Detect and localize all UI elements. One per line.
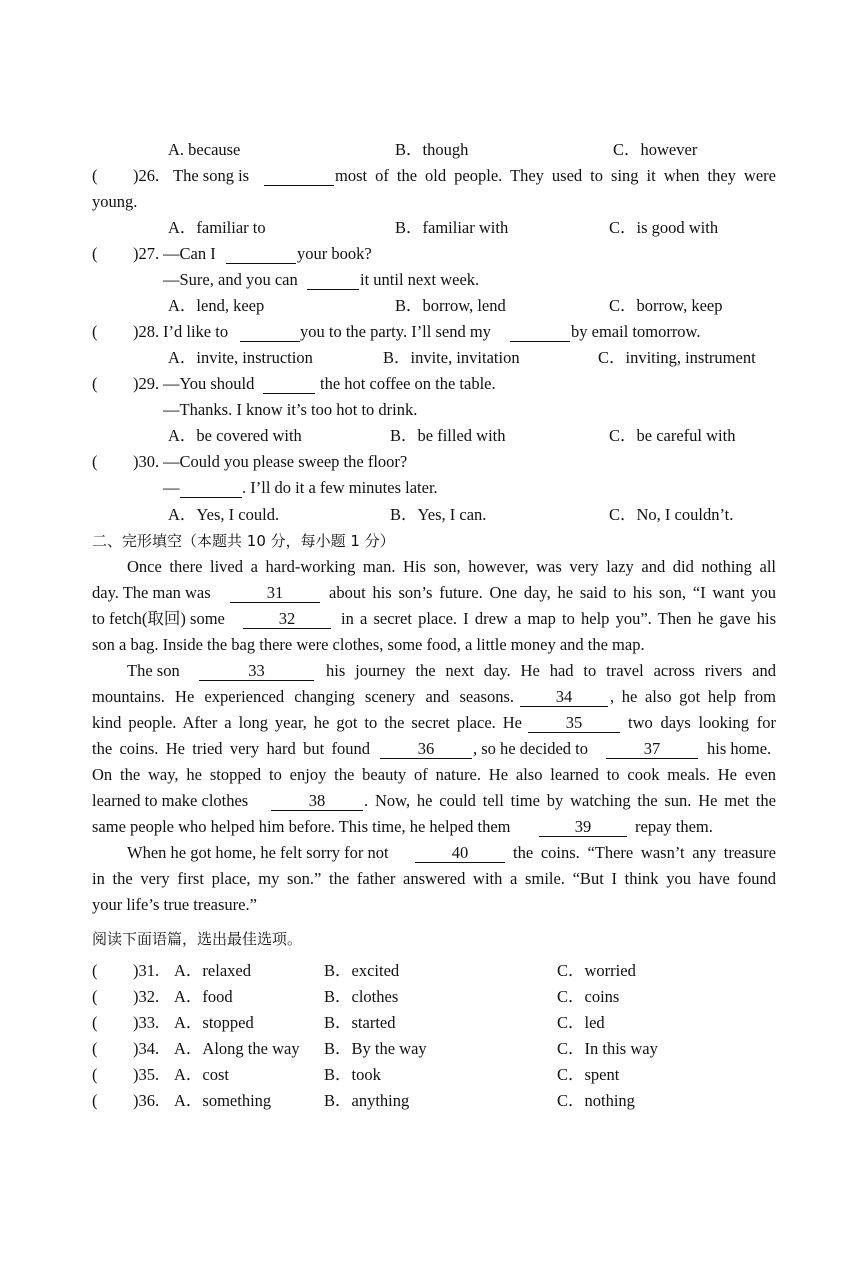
instruction-text: 阅读下面语篇，选出最佳选项。 — [92, 930, 303, 948]
stem-text: —Could you please sweep the floor? — [163, 452, 408, 471]
question-number: )32. — [133, 987, 160, 1006]
option-c: C．led — [557, 1013, 605, 1032]
passage-text: about his son’s future. One day, he said to his son, “I want you — [329, 583, 776, 602]
option-a: A．relaxed — [174, 961, 251, 980]
option-c: C．coins — [557, 987, 620, 1006]
stem-text: most of the old people. They used to sing it when they were — [335, 166, 776, 185]
option-c: C．inviting, instrument — [598, 348, 756, 367]
answer-paren: ( — [92, 1065, 98, 1084]
cloze-blank-35: 35 — [528, 710, 620, 733]
passage-text: day. The man was — [92, 583, 211, 602]
answer-paren: ( — [92, 1013, 98, 1032]
stem-text: by email tomorrow. — [571, 322, 701, 341]
stem-text: young. — [92, 192, 138, 211]
option-c: C．be careful with — [609, 426, 736, 445]
answer-paren: ( — [92, 1039, 98, 1058]
option-a: A．Yes, I could. — [168, 505, 280, 524]
question-number: )34. — [133, 1039, 160, 1058]
cloze-question-row — [0, 984, 868, 1010]
question-number: )27. — [133, 244, 160, 263]
q30-options — [0, 502, 868, 528]
answer-blank — [307, 267, 359, 290]
stem-text: — — [163, 478, 180, 497]
answer-blank — [240, 319, 300, 342]
option-c: C．is good with — [609, 218, 719, 237]
passage-text: the coins. “There wasn’t any treasure — [513, 843, 776, 862]
cloze-blank-38: 38 — [271, 788, 363, 811]
passage-line — [0, 736, 868, 762]
cloze-question-row — [0, 1010, 868, 1036]
q29-reply — [0, 397, 868, 423]
option-a: A．familiar to — [168, 218, 266, 237]
option-c: C．worried — [557, 961, 636, 980]
question-number: )31. — [133, 961, 160, 980]
option-a: A．invite, instruction — [168, 348, 313, 367]
q25-option-b: B．though — [395, 140, 469, 159]
passage-text: Once there lived a hard-working man. His son, however, was very lazy and did nothing all — [127, 557, 776, 576]
stem-text: —You should — [163, 374, 255, 393]
option-b: B．be filled with — [390, 426, 506, 445]
answer-paren: ( — [92, 244, 98, 263]
q29-stem — [0, 371, 868, 397]
passage-line — [0, 840, 868, 866]
passage-line — [0, 710, 868, 736]
passage-text: , so he decided to — [473, 739, 589, 758]
stem-text: it until next week. — [360, 270, 480, 289]
answer-blank — [510, 319, 570, 342]
answer-paren: ( — [92, 322, 98, 341]
answer-blank — [264, 163, 334, 186]
answer-paren: ( — [92, 166, 98, 185]
option-a: A．Along the way — [174, 1039, 300, 1058]
passage-text: same people who helped him before. This time, he helped them — [92, 817, 511, 836]
passage-text: , he also got help from — [610, 687, 776, 706]
cloze-question-row — [0, 1062, 868, 1088]
passage-text: mountains. He experienced changing scenery and seasons. — [92, 687, 514, 706]
q30-stem — [0, 449, 868, 475]
passage-line — [0, 762, 868, 788]
option-b: B．familiar with — [395, 218, 509, 237]
answer-paren: ( — [92, 452, 98, 471]
passage-text: in the very first place, my son.” the father answered with a smile. “But I think you have found — [92, 869, 776, 888]
passage-line — [0, 866, 868, 892]
option-b: B．excited — [324, 961, 400, 980]
question-number: )29. — [133, 374, 160, 393]
stem-text: I’d like to — [163, 322, 229, 341]
stem-text: —Sure, and you can — [163, 270, 298, 289]
stem-text: The song is — [173, 166, 250, 185]
passage-text: your life’s true treasure.” — [92, 895, 257, 914]
section-title: 二、完形填空（本题共 10 分，每小题 1 分） — [92, 532, 395, 550]
cloze-blank-32: 32 — [243, 606, 331, 629]
question-number: )33. — [133, 1013, 160, 1032]
answer-paren: ( — [92, 961, 98, 980]
option-c: C．In this way — [557, 1039, 658, 1058]
stem-text: the hot coffee on the table. — [320, 374, 496, 393]
passage-text: his home. — [707, 739, 772, 758]
passage-text: repay them. — [635, 817, 713, 836]
option-a: A．stopped — [174, 1013, 254, 1032]
cloze-blank-36: 36 — [380, 736, 472, 759]
question-number: )35. — [133, 1065, 160, 1084]
passage-text: When he got home, he felt sorry for not — [127, 843, 389, 862]
answer-paren: ( — [92, 987, 98, 1006]
cloze-blank-31: 31 — [230, 580, 320, 603]
passage-text: the coins. He tried very hard but found — [92, 739, 370, 758]
passage-text: On the way, he stopped to enjoy the beauty of nature. He also learned to cook meals. He even — [92, 765, 776, 784]
q27-options — [0, 293, 868, 319]
section-heading — [0, 528, 868, 554]
q26-stem — [0, 163, 868, 189]
passage-line — [0, 788, 868, 814]
q28-options — [0, 345, 868, 371]
stem-text: —Thanks. I know it’s too hot to drink. — [163, 400, 418, 419]
q27-stem — [0, 241, 868, 267]
option-a: A．food — [174, 987, 233, 1006]
option-a: A．cost — [174, 1065, 229, 1084]
answer-paren: ( — [92, 374, 98, 393]
answer-paren: ( — [92, 1091, 98, 1110]
passage-text: kind people. After a long year, he got to the secret place. He — [92, 713, 522, 732]
q25-option-c: C．however — [613, 140, 698, 159]
q25-options — [0, 137, 868, 163]
cloze-blank-37: 37 — [606, 736, 698, 759]
instruction-line — [0, 926, 868, 952]
cloze-question-row — [0, 958, 868, 984]
passage-line — [0, 814, 868, 840]
option-c: C．spent — [557, 1065, 620, 1084]
option-a: A．lend, keep — [168, 296, 265, 315]
option-a: A．be covered with — [168, 426, 302, 445]
option-b: B．clothes — [324, 987, 399, 1006]
stem-text: you to the party. I’ll send my — [300, 322, 491, 341]
passage-text: learned to make clothes — [92, 791, 249, 810]
cloze-blank-39: 39 — [539, 814, 627, 837]
question-number: )28. — [133, 322, 160, 341]
passage-text: two days looking for — [628, 713, 776, 732]
passage-text: his journey the next day. He had to travel across rivers and — [326, 661, 776, 680]
passage-text: to fetch(取回) some — [92, 609, 225, 628]
cloze-blank-34: 34 — [520, 684, 608, 707]
option-b: B．By the way — [324, 1039, 427, 1058]
q28-stem — [0, 319, 868, 345]
q30-reply — [0, 475, 868, 501]
option-c: C．nothing — [557, 1091, 635, 1110]
cloze-question-row — [0, 1036, 868, 1062]
q26-options — [0, 215, 868, 241]
passage-line — [0, 892, 868, 918]
passage-line — [0, 684, 868, 710]
option-b: B．anything — [324, 1091, 410, 1110]
option-c: C．No, I couldn’t. — [609, 505, 734, 524]
passage-line — [0, 606, 868, 632]
option-a: A．something — [174, 1091, 272, 1110]
q26-stem-line2 — [0, 189, 868, 215]
answer-blank — [226, 241, 296, 264]
passage-line — [0, 658, 868, 684]
option-b: B．took — [324, 1065, 381, 1084]
passage-text: The son — [127, 661, 180, 680]
passage-text: son a bag. Inside the bag there were clothes, some food, a little money and the map. — [92, 635, 645, 654]
q25-option-a: A. because — [168, 140, 241, 159]
option-b: B．Yes, I can. — [390, 505, 487, 524]
passage-line — [0, 554, 868, 580]
passage-line — [0, 632, 868, 658]
cloze-blank-40: 40 — [415, 840, 505, 863]
passage-text: in a secret place. I drew a map to help you”. Then he gave his — [341, 609, 776, 628]
option-b: B．invite, invitation — [383, 348, 520, 367]
passage-line — [0, 580, 868, 606]
q29-options — [0, 423, 868, 449]
stem-text: —Can I — [163, 244, 216, 263]
question-number: )30. — [133, 452, 160, 471]
cloze-question-row — [0, 1088, 868, 1114]
q27-reply — [0, 267, 868, 293]
answer-blank — [263, 371, 315, 394]
question-number: )26. — [133, 166, 160, 185]
stem-text: . I’ll do it a few minutes later. — [242, 478, 438, 497]
option-c: C．borrow, keep — [609, 296, 723, 315]
stem-text: your book? — [297, 244, 372, 263]
option-b: B．borrow, lend — [395, 296, 506, 315]
answer-blank — [180, 475, 242, 498]
passage-text: . Now, he could tell time by watching the sun. He met the — [364, 791, 776, 810]
cloze-blank-33: 33 — [199, 658, 314, 681]
question-number: )36. — [133, 1091, 160, 1110]
option-b: B．started — [324, 1013, 396, 1032]
